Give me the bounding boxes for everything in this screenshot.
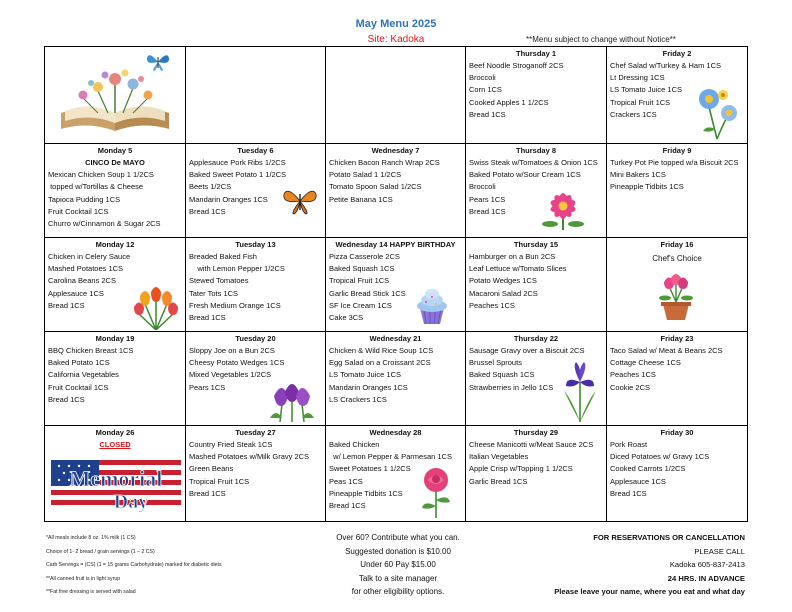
- menu-item: w/ Lemon Pepper & Parmesan 1CS: [329, 452, 452, 462]
- menu-item: Mexican Chicken Soup 1 1/2CS: [48, 170, 154, 180]
- menu-item: Cookie 2CS: [610, 382, 651, 392]
- day-cell-tuesday-27: [186, 426, 326, 522]
- day-cell-tuesday-20: [186, 332, 326, 426]
- special-label: Chef's Choice: [652, 254, 702, 263]
- day-cell-friday-2: [607, 47, 748, 144]
- day-heading: Tuesday 13: [235, 240, 276, 249]
- day-cell-tuesday-13: [186, 238, 326, 332]
- reservation-call: PLEASE CALL: [694, 546, 745, 556]
- menu-item: Pineapple Tidbits 1CS: [329, 488, 403, 498]
- day-heading: Thursday 22: [513, 334, 559, 343]
- menu-item: Strawberries in Jello 1CS: [469, 382, 554, 392]
- menu-item: LS Tomato Juice 1CS: [329, 370, 401, 380]
- daisy-flowers-icon: [691, 85, 741, 141]
- day-heading: Friday 23: [660, 334, 694, 343]
- day-cell-thursday-15: [466, 238, 607, 332]
- menu-item: Mashed Potatoes w/Milk Gravy 2CS: [189, 452, 310, 462]
- menu-item: Pizza Casserole 2CS: [329, 252, 400, 261]
- menu-item: Bread 1CS: [48, 394, 85, 404]
- menu-item: Beets 1/2CS: [189, 182, 232, 192]
- menu-item: Pineapple Tidbits 1CS: [610, 182, 684, 192]
- note-line: Choice of 1- 2 bread / grain servings (1 – 2 CS): [46, 548, 155, 555]
- menu-item: Tropical Fruit 1CS: [329, 276, 390, 286]
- menu-item: Taco Salad w/ Meat & Beans 2CS: [610, 346, 723, 355]
- day-cell-friday-23: [607, 332, 748, 426]
- crocus-icon: [266, 378, 318, 422]
- cell-art-book: [45, 47, 186, 144]
- banner-day-text: Day: [113, 491, 149, 513]
- day-heading: Monday 26: [95, 428, 135, 437]
- menu-item: Swiss Steak w/Tomatoes & Onion 1CS: [469, 158, 598, 167]
- cell-empty: [326, 47, 466, 144]
- menu-item: Cake 3CS: [329, 313, 364, 323]
- menu-item: Bread 1CS: [610, 488, 647, 498]
- day-cell-monday-19: [45, 332, 186, 426]
- menu-item: Peas 1CS: [329, 476, 363, 486]
- menu-item: Bread 1CS: [469, 206, 506, 216]
- menu-item: Chicken in Celery Sauce: [48, 252, 131, 261]
- menu-item: Churro w/Cinnamon & Sugar 2CS: [48, 219, 161, 229]
- menu-item: Garlic Bread Stick 1CS: [329, 288, 406, 298]
- menu-item: Baked Squash 1CS: [329, 264, 395, 274]
- day-heading: Monday 5: [97, 146, 133, 155]
- donation-line: Suggested donation is $10.00: [345, 546, 451, 556]
- menu-item: Sweet Potatoes 1 1/2CS: [329, 464, 411, 474]
- tulips-icon: [131, 282, 181, 330]
- reservation-info: [554, 531, 745, 599]
- day-cell-tuesday-6: [186, 144, 326, 238]
- menu-item: California Vegetables: [48, 370, 119, 380]
- menu-item: Peaches 1CS: [469, 300, 515, 310]
- menu-item: Diced Potatoes w/ Gravy 1CS: [610, 452, 710, 462]
- donation-info: [318, 531, 478, 599]
- menu-item: Breaded Baked Fish: [189, 252, 257, 261]
- donation-line: Talk to a site manager: [358, 573, 438, 583]
- menu-item: Apple Crisp w/Topping 1 1/2CS: [469, 464, 573, 474]
- menu-item: Broccoli: [469, 182, 496, 192]
- menu-calendar: [44, 46, 748, 522]
- menu-item: Mixed Vegetables 1/2CS: [189, 370, 272, 380]
- day-heading: Monday 19: [95, 334, 135, 343]
- menu-item: Mandarin Oranges 1CS: [189, 194, 268, 204]
- day-heading: Tuesday 20: [235, 334, 276, 343]
- menu-item: LS Crackers 1CS: [329, 394, 387, 404]
- cell-empty: [186, 47, 326, 144]
- menu-item: Applesauce 1CS: [48, 288, 104, 298]
- menu-item: Chicken Bacon Ranch Wrap 2CS: [329, 158, 440, 167]
- menu-item: Corn 1CS: [469, 85, 502, 95]
- day-cell-wednesday-7: [326, 144, 466, 238]
- special-label: CINCO De MAYO: [85, 158, 145, 167]
- site-name: Site: Kadoka: [367, 34, 425, 45]
- menu-item: Crackers 1CS: [610, 109, 657, 119]
- menu-item: LS Tomato Juice 1CS: [610, 85, 682, 95]
- menu-item: Tropical Fruit 1CS: [189, 476, 250, 486]
- menu-item: Country Fried Steak 1CS: [189, 440, 273, 449]
- menu-item: Garlic Bread 1CS: [469, 476, 528, 486]
- note-line: **Fat free dressing is served with salad: [46, 589, 136, 595]
- donation-line: Under 60 Pay $15.00: [360, 560, 436, 569]
- menu-item: with Lemon Pepper 1/2CS: [189, 264, 285, 274]
- menu-item: Fresh Medium Orange 1CS: [189, 300, 281, 310]
- menu-item: Baked Potato 1CS: [48, 358, 110, 368]
- day-cell-monday-26: [45, 426, 186, 522]
- menu-item: Bread 1CS: [189, 313, 226, 323]
- donation-line: for other eligibility options.: [351, 587, 445, 596]
- day-heading: Thursday 15: [513, 240, 559, 249]
- change-notice: **Menu subject to change without Notice**: [526, 35, 676, 44]
- day-heading: Wednesday 21: [369, 334, 422, 343]
- day-cell-wednesday-28: [326, 426, 466, 522]
- closed-label: CLOSED: [99, 440, 131, 449]
- day-cell-thursday-22: [466, 332, 607, 426]
- menu-item: Tater Tots 1CS: [189, 288, 239, 298]
- iris-icon: [560, 360, 600, 422]
- menu-item: Pears 1CS: [469, 194, 506, 204]
- rose-icon: [418, 466, 454, 518]
- day-cell-thursday-1: [466, 47, 607, 144]
- menu-item: Applesauce 1CS: [610, 476, 666, 486]
- reservation-heading: FOR RESERVATIONS OR CANCELLATION: [593, 533, 745, 542]
- menu-item: Tapioca Pudding 1CS: [48, 194, 121, 204]
- menu-item: Pears 1CS: [189, 382, 226, 392]
- tulip-pot-icon: [653, 272, 699, 322]
- menu-item: Broccoli: [469, 73, 496, 83]
- menu-item: Mini Bakers 1CS: [610, 170, 666, 180]
- day-cell-wednesday-21: [326, 332, 466, 426]
- note-line: *All meals include 8 oz. 1% milk (1 CS): [46, 535, 136, 541]
- menu-item: Bread 1CS: [329, 501, 366, 511]
- butterfly-icon: [282, 186, 318, 216]
- donation-line: Over 60? Contribute what you can.: [336, 533, 460, 542]
- menu-item: Stewed Tomatoes: [189, 276, 249, 286]
- menu-item: Bread 1CS: [469, 109, 506, 119]
- day-heading: Monday 12: [95, 240, 135, 249]
- menu-item: Sausage Gravy over a Biscuit 2CS: [469, 346, 585, 355]
- menu-item: Fruit Cocktail 1CS: [48, 382, 109, 392]
- banner-memorial-text: Memorial: [69, 466, 163, 491]
- menu-item: Chef Salad w/Turkey & Ham 1CS: [610, 61, 722, 70]
- menu-item: Peaches 1CS: [610, 370, 656, 380]
- day-cell-friday-30: [607, 426, 748, 522]
- menu-item: Carolina Beans 2CS: [48, 276, 116, 286]
- menu-item: Pork Roast: [610, 440, 648, 449]
- menu-item: topped w/Tortillas & Cheese: [48, 182, 144, 192]
- menu-item: Baked Sweet Potato 1 1/2CS: [189, 170, 287, 180]
- day-heading: Friday 30: [660, 428, 694, 437]
- day-heading: Wednesday 7: [371, 146, 420, 155]
- day-heading: Friday 9: [662, 146, 692, 155]
- menu-item: Bread 1CS: [189, 488, 226, 498]
- menu-item: Green Beans: [189, 464, 234, 474]
- menu-item: Leaf Lettuce w/Tomato Slices: [469, 264, 567, 274]
- menu-item: Cooked Carrots 1/2CS: [610, 464, 686, 474]
- note-line: Carb Servings = (CS) (1 = 15 grams Carbohydrate) marked for diabetic diets: [46, 562, 222, 568]
- day-heading: Wednesday 14 HAPPY BIRTHDAY: [335, 240, 456, 249]
- menu-item: Baked Chicken: [329, 440, 380, 449]
- butterfly-icon: [145, 51, 171, 73]
- pink-flower-icon: [540, 188, 586, 230]
- menu-item: Cheese Manicotti w/Meat Sauce 2CS: [469, 440, 594, 449]
- menu-title: May Menu 2025: [355, 18, 437, 30]
- day-cell-friday-9: [607, 144, 748, 238]
- note-line: **All canned fruit is in light syrup: [46, 575, 121, 582]
- day-heading: Thursday 1: [515, 49, 556, 58]
- menu-item: Italian Vegetables: [469, 452, 529, 462]
- menu-item: BBQ Chicken Breast 1CS: [48, 346, 134, 355]
- menu-item: Mandarin Oranges 1CS: [329, 382, 408, 392]
- day-heading: Wednesday 28: [369, 428, 422, 437]
- menu-item: Tomato Spoon Salad 1/2CS: [329, 182, 422, 192]
- reservation-phone: Kadoka 605-837-2413: [669, 560, 745, 569]
- day-heading: Tuesday 27: [235, 428, 276, 437]
- menu-item: Lt Dressing 1CS: [610, 73, 665, 83]
- menu-item: Applesauce Pork Ribs 1/2CS: [189, 158, 286, 167]
- menu-item: Petite Banana 1CS: [329, 194, 393, 204]
- menu-item: Turkey Pot Pie topped w/a Biscuit 2CS: [610, 158, 739, 167]
- diet-notes: [46, 532, 222, 600]
- menu-item: Cottage Cheese 1CS: [610, 358, 681, 368]
- menu-item: Beef Noodle Stroganoff 2CS: [469, 61, 564, 70]
- day-heading: Friday 16: [660, 240, 694, 249]
- menu-item: Bread 1CS: [48, 300, 85, 310]
- reservation-note: Please leave your name, where you eat and what day: [554, 587, 745, 596]
- menu-item: Macaroni Salad 2CS: [469, 288, 538, 298]
- day-cell-monday-5: [45, 144, 186, 238]
- menu-item: Mashed Potatoes 1CS: [48, 264, 124, 274]
- menu-item: Potato Salad 1 1/2CS: [329, 170, 402, 180]
- day-heading: Thursday 8: [515, 146, 556, 155]
- cupcake-icon: [412, 284, 452, 326]
- reservation-advance: 24 HRS. IN ADVANCE: [667, 573, 745, 583]
- menu-item: SF Ice Cream 1CS: [329, 300, 392, 310]
- day-cell-thursday-8: [466, 144, 607, 238]
- menu-item: Fruit Cocktail 1CS: [48, 206, 109, 216]
- day-cell-thursday-29: [466, 426, 607, 522]
- menu-item: Chicken & Wild Rice Soup 1CS: [329, 346, 434, 355]
- day-heading: Thursday 29: [513, 428, 559, 437]
- menu-item: Cooked Apples 1 1/2CS: [469, 97, 549, 107]
- menu-item: Baked Potato w/Sour Cream 1CS: [469, 170, 581, 180]
- menu-item: Brussel Sprouts: [469, 358, 522, 368]
- menu-item: Tropical Fruit 1CS: [610, 97, 671, 107]
- menu-item: Sloppy Joe on a Bun 2CS: [189, 346, 275, 355]
- menu-item: Potato Wedges 1CS: [469, 276, 537, 286]
- flag-banner-icon: [51, 456, 181, 514]
- day-heading: Tuesday 6: [237, 146, 274, 155]
- day-cell-wednesday-14: [326, 238, 466, 332]
- day-cell-friday-16: [607, 238, 748, 332]
- menu-item: Cheesy Potato Wedges 1CS: [189, 358, 285, 368]
- menu-item: Hamburger on a Bun 2CS: [469, 252, 556, 261]
- menu-item: Egg Salad on a Croissant 2CS: [329, 358, 431, 368]
- day-heading: Friday 2: [662, 49, 692, 58]
- day-cell-monday-12: [45, 238, 186, 332]
- menu-item: Baked Squash 1CS: [469, 370, 535, 380]
- menu-item: Bread 1CS: [189, 206, 226, 216]
